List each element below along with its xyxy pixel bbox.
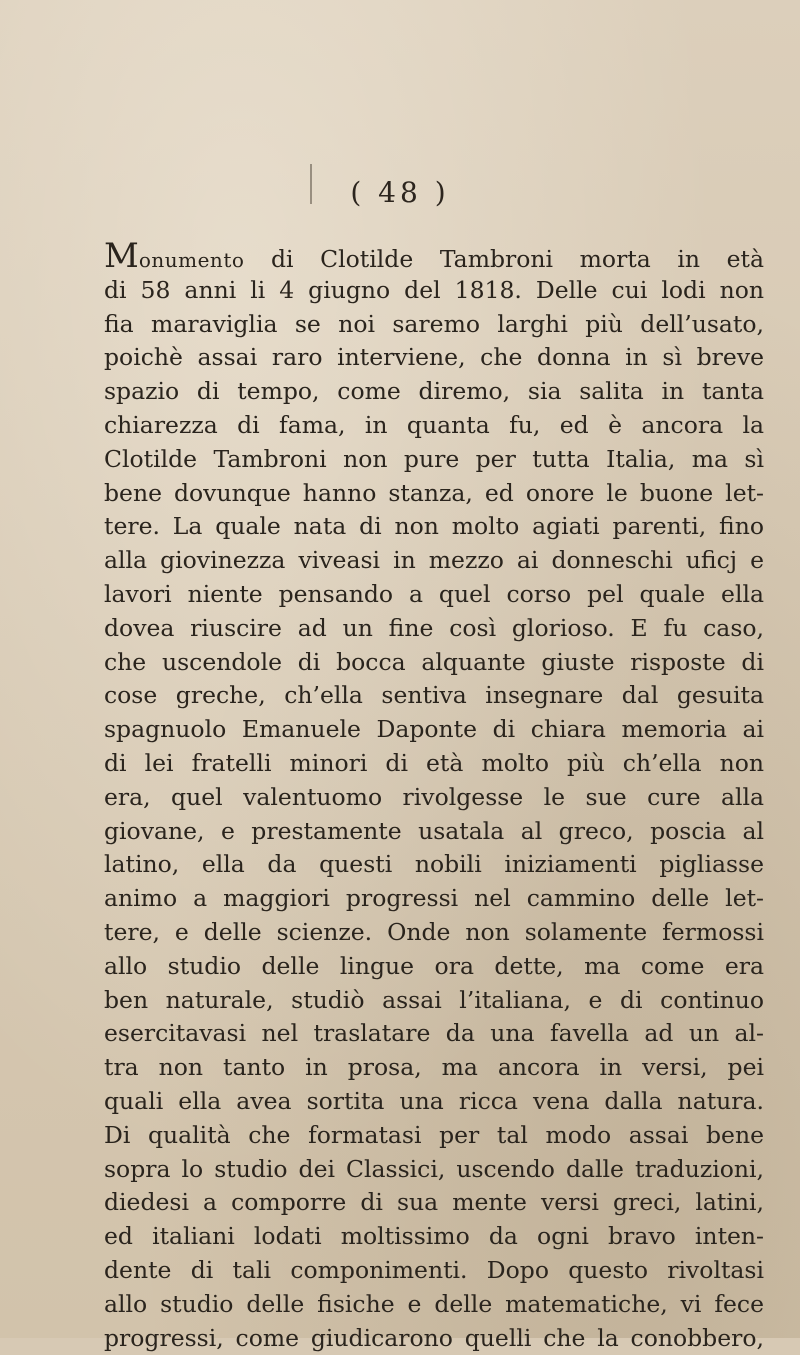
text-line: fia maraviglia se noi saremo larghi più dell’usato, [104, 308, 764, 342]
text-line: quali ella avea sortita una ricca vena dalla natura. [104, 1085, 764, 1119]
text-line: tra non tanto in prosa, ma ancora in versi, pei [104, 1051, 764, 1085]
text-line: dente di tali componimenti. Dopo questo rivoltasi [104, 1254, 764, 1288]
text-line: bene dovunque hanno stanza, ed onore le buone let- [104, 477, 764, 511]
text-line: ben naturale, studiò assai l’italiana, e di continuo [104, 984, 764, 1018]
text-line: tere. La quale nata di non molto agiati parenti, fino [104, 510, 764, 544]
text-line: latino, ella da questi nobili iniziamenti pigliasse [104, 848, 764, 882]
text-line: di lei fratelli minori di età molto più ch’ella non [104, 747, 764, 781]
text-line: chiarezza di fama, in quanta fu, ed è ancora la [104, 409, 764, 443]
page-number: ( 48 ) [0, 176, 800, 209]
first-word-rest: onumento [139, 248, 245, 272]
text-line: progressi, come giudicarono quelli che la conobbero, [104, 1322, 764, 1355]
text-line: spagnuolo Emanuele Daponte di chiara memoria ai [104, 713, 764, 747]
text-line: alla giovinezza viveasi in mezzo ai donneschi uficj e [104, 544, 764, 578]
text-line: Di qualità che formatasi per tal modo assai bene [104, 1119, 764, 1153]
text-line: lavori niente pensando a quel corso pel quale ella [104, 578, 764, 612]
text-line: diedesi a comporre di sua mente versi greci, latini, [104, 1186, 764, 1220]
text-line: di 58 anni li 4 giugno del 1818. Delle cui lodi non [104, 274, 764, 308]
text-line: sopra lo studio dei Classici, uscendo dalle traduzioni, [104, 1153, 764, 1187]
text-line: ed italiani lodati moltissimo da ogni bravo inten- [104, 1220, 764, 1254]
text-line: tere, e delle scienze. Onde non solamente fermossi [104, 916, 764, 950]
text-line: giovane, e prestamente usatala al greco, poscia al [104, 815, 764, 849]
initial-letter: M [104, 240, 139, 274]
text-line: allo studio delle fisiche e delle matematiche, vi fece [104, 1288, 764, 1322]
text-line: spazio di tempo, come diremo, sia salita in tanta [104, 375, 764, 409]
first-line-text: di Clotilde Tambroni morta in età [271, 245, 764, 273]
text-line: che uscendole di bocca alquante giuste risposte di [104, 646, 764, 680]
text-line: era, quel valentuomo rivolgesse le sue cure alla [104, 781, 764, 815]
text-line: esercitavasi nel traslatare da una favella ad un al- [104, 1017, 764, 1051]
text-line-first [104, 240, 764, 274]
text-line: poichè assai raro interviene, che donna in sì breve [104, 341, 764, 375]
text-line: allo studio delle lingue ora dette, ma come era [104, 950, 764, 984]
text-line: animo a maggiori progressi nel cammino delle let- [104, 882, 764, 916]
text-line: cose greche, ch’ella sentiva insegnare dal gesuita [104, 679, 764, 713]
text-line: dovea riuscire ad un fine così glorioso. E fu caso, [104, 612, 764, 646]
body-paragraph [104, 240, 764, 1355]
text-line: Clotilde Tambroni non pure per tutta Italia, ma sì [104, 443, 764, 477]
